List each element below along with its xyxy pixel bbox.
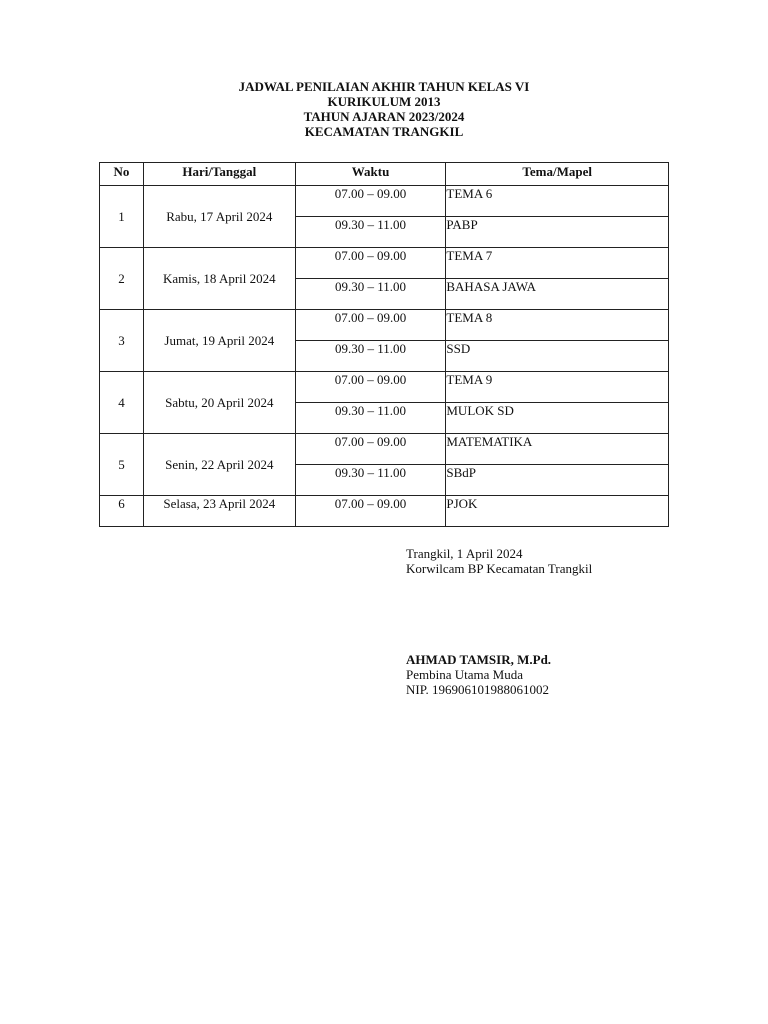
row-day: Selasa, 23 April 2024: [143, 496, 295, 527]
session-subject: PJOK: [446, 496, 669, 527]
column-header-no: No: [100, 163, 144, 186]
session-time: 07.00 – 09.00: [295, 372, 446, 403]
row-day: Sabtu, 20 April 2024: [143, 372, 295, 434]
session-subject: MATEMATIKA: [446, 434, 669, 465]
session-subject: SSD: [446, 341, 669, 372]
table-row: [100, 186, 669, 217]
table-row: [100, 248, 669, 279]
academic-year-line: TAHUN AJARAN 2023/2024: [303, 109, 465, 124]
column-header-time: Waktu: [295, 163, 446, 186]
session-subject: TEMA 6: [446, 186, 669, 217]
column-header-day: Hari/Tanggal: [143, 163, 295, 186]
session-subject: TEMA 7: [446, 248, 669, 279]
session-time: 07.00 – 09.00: [295, 496, 446, 527]
signatory-nip: NIP. 196906101988061002: [406, 682, 550, 697]
session-time: 07.00 – 09.00: [295, 186, 446, 217]
session-subject: SBdP: [446, 465, 669, 496]
row-number: 2: [100, 248, 144, 310]
session-subject: BAHASA JAWA: [446, 279, 669, 310]
document-header: [0, 79, 768, 139]
table-row: [100, 434, 669, 465]
column-header-subject: Tema/Mapel: [446, 163, 669, 186]
session-subject: TEMA 9: [446, 372, 669, 403]
session-time: 09.30 – 11.00: [295, 403, 446, 434]
row-number: 6: [100, 496, 144, 527]
signatory-rank: Pembina Utama Muda: [406, 667, 523, 682]
row-day: Senin, 22 April 2024: [143, 434, 295, 496]
session-time: 07.00 – 09.00: [295, 310, 446, 341]
row-day: Jumat, 19 April 2024: [143, 310, 295, 372]
session-subject: TEMA 8: [446, 310, 669, 341]
district-line: KECAMATAN TRANGKIL: [304, 124, 464, 139]
session-time: 09.30 – 11.00: [295, 341, 446, 372]
table-row: [100, 310, 669, 341]
table-row: [100, 372, 669, 403]
table-row: [100, 496, 669, 527]
row-day: Kamis, 18 April 2024: [143, 248, 295, 310]
exam-schedule-table: [99, 162, 669, 527]
session-time: 09.30 – 11.00: [295, 217, 446, 248]
table-header-row: [100, 163, 669, 186]
signatory-name: AHMAD TAMSIR, M.Pd.: [406, 652, 552, 667]
row-day: Rabu, 17 April 2024: [143, 186, 295, 248]
signature-place-date: Trangkil, 1 April 2024: [406, 546, 523, 561]
document-title: JADWAL PENILAIAN AKHIR TAHUN KELAS VI: [238, 79, 530, 94]
row-number: 1: [100, 186, 144, 248]
row-number: 5: [100, 434, 144, 496]
session-subject: PABP: [446, 217, 669, 248]
row-number: 3: [100, 310, 144, 372]
session-time: 07.00 – 09.00: [295, 248, 446, 279]
session-time: 09.30 – 11.00: [295, 465, 446, 496]
session-subject: MULOK SD: [446, 403, 669, 434]
curriculum-line: KURIKULUM 2013: [327, 94, 441, 109]
row-number: 4: [100, 372, 144, 434]
session-time: 09.30 – 11.00: [295, 279, 446, 310]
session-time: 07.00 – 09.00: [295, 434, 446, 465]
signature-office: Korwilcam BP Kecamatan Trangkil: [406, 561, 593, 576]
